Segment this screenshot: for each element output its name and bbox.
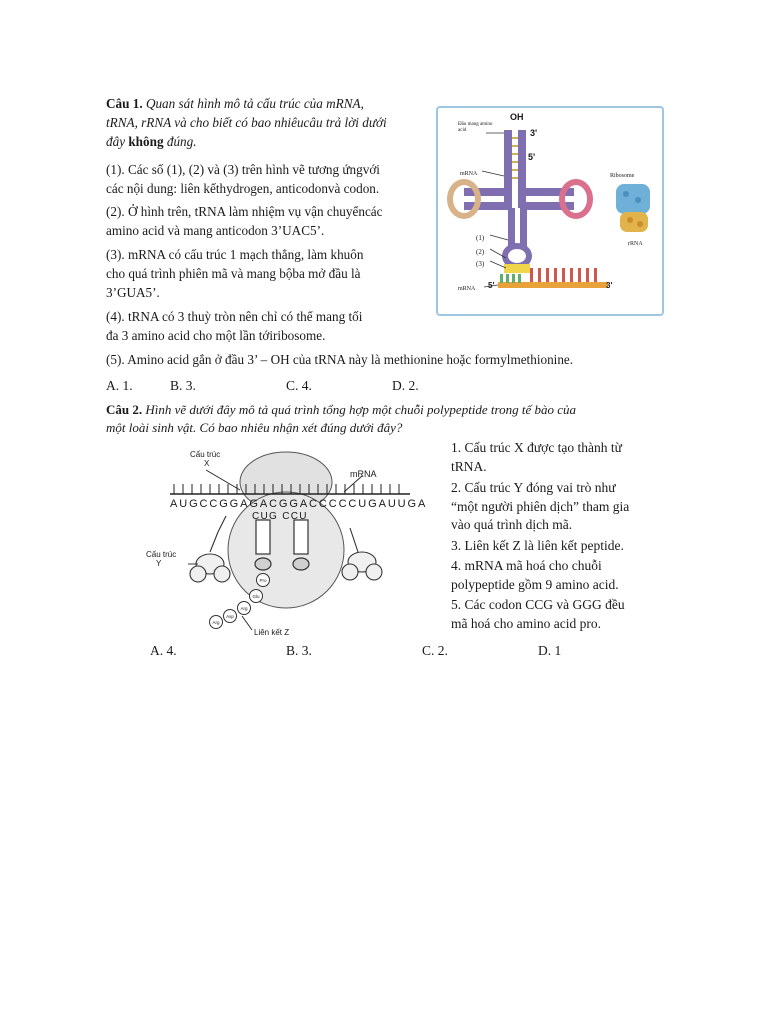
q2-answer-b[interactable]: B. 3. — [286, 643, 312, 658]
q1-statement-3c: 3’GUA5’. — [106, 285, 160, 300]
q1-prompt-text-5: đúng. — [166, 134, 197, 149]
acceptor-stem-right — [518, 130, 526, 208]
label-structure-x-line2: X — [204, 459, 210, 468]
q2-statement-1b: tRNA. — [451, 459, 487, 474]
label-mrna: mRNA — [350, 469, 377, 479]
d-arm-top — [464, 188, 508, 196]
q2-prompt-line1 — [106, 402, 576, 418]
q1-label: Câu 1. — [106, 96, 143, 111]
amino-acid-label: Arg — [240, 606, 248, 611]
label-structure-x-line1: Cấu trúc — [190, 450, 221, 459]
q1-statement-4a: (4). tRNA có 3 thuỳ tròn nên chỉ có thể mang tối — [106, 309, 363, 324]
amino-acid-label: Pro — [259, 578, 267, 583]
trna-y — [190, 516, 230, 582]
trna-figure — [436, 106, 664, 316]
amino-acid-label: Glu — [252, 594, 260, 599]
q1-statement-3b: cho quá trình phiên mã và mang bộba mở đầu là — [106, 266, 361, 281]
q2-statement-4b: polypeptide gồm 9 amino acid. — [451, 577, 619, 592]
anticodon-sequence: CUG CCU — [252, 511, 308, 522]
q1-prompt-text-3: đây — [106, 134, 126, 149]
q1-prompt-line1 — [106, 96, 364, 112]
translation-diagram — [144, 440, 434, 645]
q1-prompt-text-1: Quan sát hình mô tả cấu trúc của mRNA, — [145, 96, 364, 111]
label-structure-x — [190, 450, 220, 468]
amino-acid-label: Arg — [212, 620, 220, 625]
q2-statement-4a: 4. mRNA mã hoá cho chuỗi — [451, 558, 602, 573]
t-loop — [562, 182, 590, 216]
amino-acid-label: Asp — [226, 614, 234, 619]
q1-answer-c[interactable]: C. 4. — [286, 378, 312, 393]
anticodon-stem-left — [508, 208, 515, 248]
acceptor-stem-left — [504, 130, 512, 208]
d-loop — [450, 182, 478, 216]
trna-5prime-label: 5' — [528, 152, 536, 162]
mrna-sequence: AUGCCGGAGACGGACCCCCUGAUUGA — [170, 498, 428, 510]
q1-answer-a[interactable]: A. 1. — [106, 378, 133, 393]
trna-incoming — [342, 528, 382, 580]
trna-mrna-label-bottom: mRNA — [458, 286, 476, 292]
q2-statement-1a: 1. Cấu trúc X được tạo thành từ — [451, 440, 622, 455]
q2-statement-5b: mã hoá cho amino acid pro. — [451, 616, 601, 631]
q2-label: Câu 2. — [106, 402, 143, 417]
label-structure-y-line1: Cấu trúc — [146, 550, 177, 559]
trna-3prime-label: 3' — [530, 128, 538, 138]
ribosome-label: Ribosome — [610, 173, 635, 179]
rrna-label: rRNA — [628, 241, 643, 247]
q2-statement-3: 3. Liên kết Z là liên kết peptide. — [451, 538, 624, 553]
trna-amino-site-label: Đầu mang amino acid — [458, 122, 493, 133]
q2-answer-c[interactable]: C. 2. — [422, 643, 448, 658]
q2-answer-a[interactable]: A. 4. — [150, 643, 177, 658]
trna-label-1: (1) — [476, 234, 485, 242]
translation-figure — [144, 440, 434, 645]
q2-statement-2c: vào quá trình dịch mã. — [451, 517, 573, 532]
q2-prompt-line2: một loài sinh vật. Có bao nhiêu nhận xét đúng dưới đây? — [106, 420, 403, 435]
trna-mrna-label-left: mRNA — [460, 171, 478, 177]
q1-statement-2a: (2). Ở hình trên, tRNA làm nhiệm vụ vận chuyểncác — [106, 204, 383, 219]
label-structure-y-line2: Y — [156, 559, 162, 568]
q1-prompt-emphasis: không — [128, 134, 164, 149]
trna-label-2: (2) — [476, 248, 485, 256]
anticodon-stem-right — [520, 208, 527, 248]
q1-answer-b[interactable]: B. 3. — [170, 378, 196, 393]
q1-statement-1b: các nội dung: liên kếthydrogen, anticodonvà codon. — [106, 181, 380, 196]
q2-answer-d[interactable]: D. 1 — [538, 643, 562, 658]
q1-prompt-line3 — [106, 134, 197, 150]
anticodon-loop — [505, 246, 529, 266]
q1-statement-4b: đa 3 amino acid cho một lần tớiribosome. — [106, 328, 326, 343]
trna-label-3: (3) — [476, 260, 485, 268]
trna-oh-label: OH — [510, 112, 524, 122]
q1-answer-d[interactable]: D. 2. — [392, 378, 419, 393]
trna-a-site — [293, 520, 309, 570]
d-arm-bottom — [464, 202, 508, 210]
trna-p-site — [255, 520, 271, 570]
mrna-5prime-label: 5' — [488, 281, 495, 290]
q1-statement-5: (5). Amino acid gắn ở đầu 3’ – OH của tRNA này là methionine hoặc formylmethionine. — [106, 352, 574, 367]
q1-statement-2b: amino acid và mang anticodon 3’UAC5’. — [106, 223, 325, 238]
q2-statement-2b: “một người phiên dịch” tham gia — [451, 499, 630, 514]
anticodon-box — [504, 264, 530, 273]
ribosome-icon — [616, 184, 650, 232]
q1-statement-1a: (1). Các số (1), (2) và (3) trên hình vẽ tương ứngvới — [106, 162, 380, 177]
q2-statement-2a: 2. Cấu trúc Y đóng vai trò như — [451, 480, 616, 495]
q1-statement-3a: (3). mRNA có cấu trúc 1 mạch thẳng, làm khuôn — [106, 247, 364, 262]
mrna-3prime-label: 3' — [606, 281, 613, 290]
q2-prompt-text-1: Hình vẽ dưới đây mô tả quá trình tổng hợp một chuỗi polypeptide trong tế bào của — [145, 402, 577, 417]
q1-prompt-line2: tRNA, rRNA và cho biết có bao nhiêucâu trả lời dưới — [106, 115, 387, 130]
label-bond-z: Liên kết Z — [254, 628, 290, 637]
label-structure-y — [146, 550, 176, 568]
q2-statement-5a: 5. Các codon CCG và GGG đều — [451, 597, 625, 612]
